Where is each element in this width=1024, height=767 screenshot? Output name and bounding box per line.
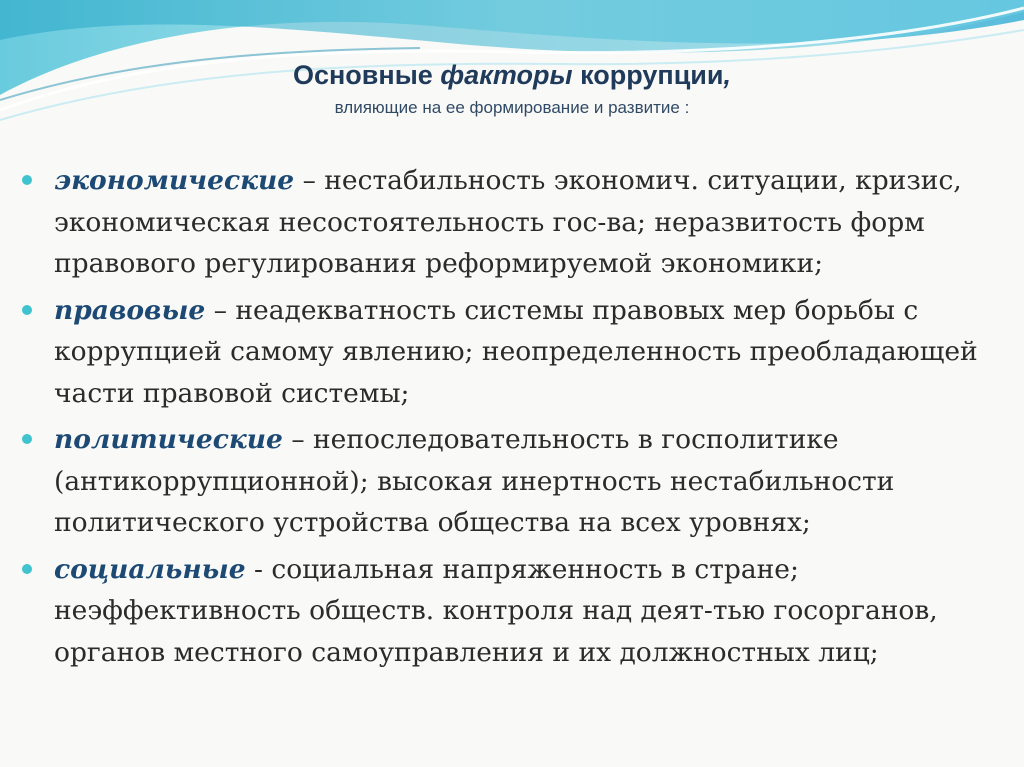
bullet-dot-icon [22, 564, 32, 574]
bullet-dot-icon [22, 175, 32, 185]
list-item-social [54, 549, 1014, 674]
factor-description: – неадекватность системы правовых мер борьбы с коррупцией самому явлению; неопределенность преобладающей части правовой системы; [54, 294, 978, 409]
list-item-legal [54, 290, 1014, 415]
factor-term: политические [54, 424, 283, 455]
list-item-political [54, 419, 1014, 544]
title-emphasis: факторы [440, 60, 573, 90]
factor-description: - социальная напряженность в стране; неэффективность обществ. контроля над деят-тью госорганов, органов местного самоуправления и их должностных лиц; [54, 553, 938, 668]
factor-term: правовые [54, 294, 206, 326]
page-subtitle: влияющие на ее формирование и развитие : [334, 98, 690, 117]
bullet-dot-icon [22, 434, 32, 444]
factors-list [54, 160, 1014, 678]
factor-description: – непоследовательность в госполитике (антикоррупционной); высокая инертность нестабильности политического устройства общества на всех уровнях; [54, 424, 895, 538]
factor-term: социальные [54, 553, 246, 585]
title-comma: , [723, 60, 732, 90]
title-part: Основные [292, 60, 441, 90]
title-block [0, 58, 1024, 118]
factor-term: экономические [54, 165, 295, 196]
list-item-economic [54, 160, 1014, 285]
title-part: коррупции [572, 60, 724, 90]
bullet-dot-icon [22, 305, 32, 315]
page-title [0, 58, 1024, 92]
factor-description: – нестабильность экономич. ситуации, кризис, экономическая несостоятельность гос-ва; неразвитость форм правового регулирования реформируемой экономики; [54, 165, 962, 279]
